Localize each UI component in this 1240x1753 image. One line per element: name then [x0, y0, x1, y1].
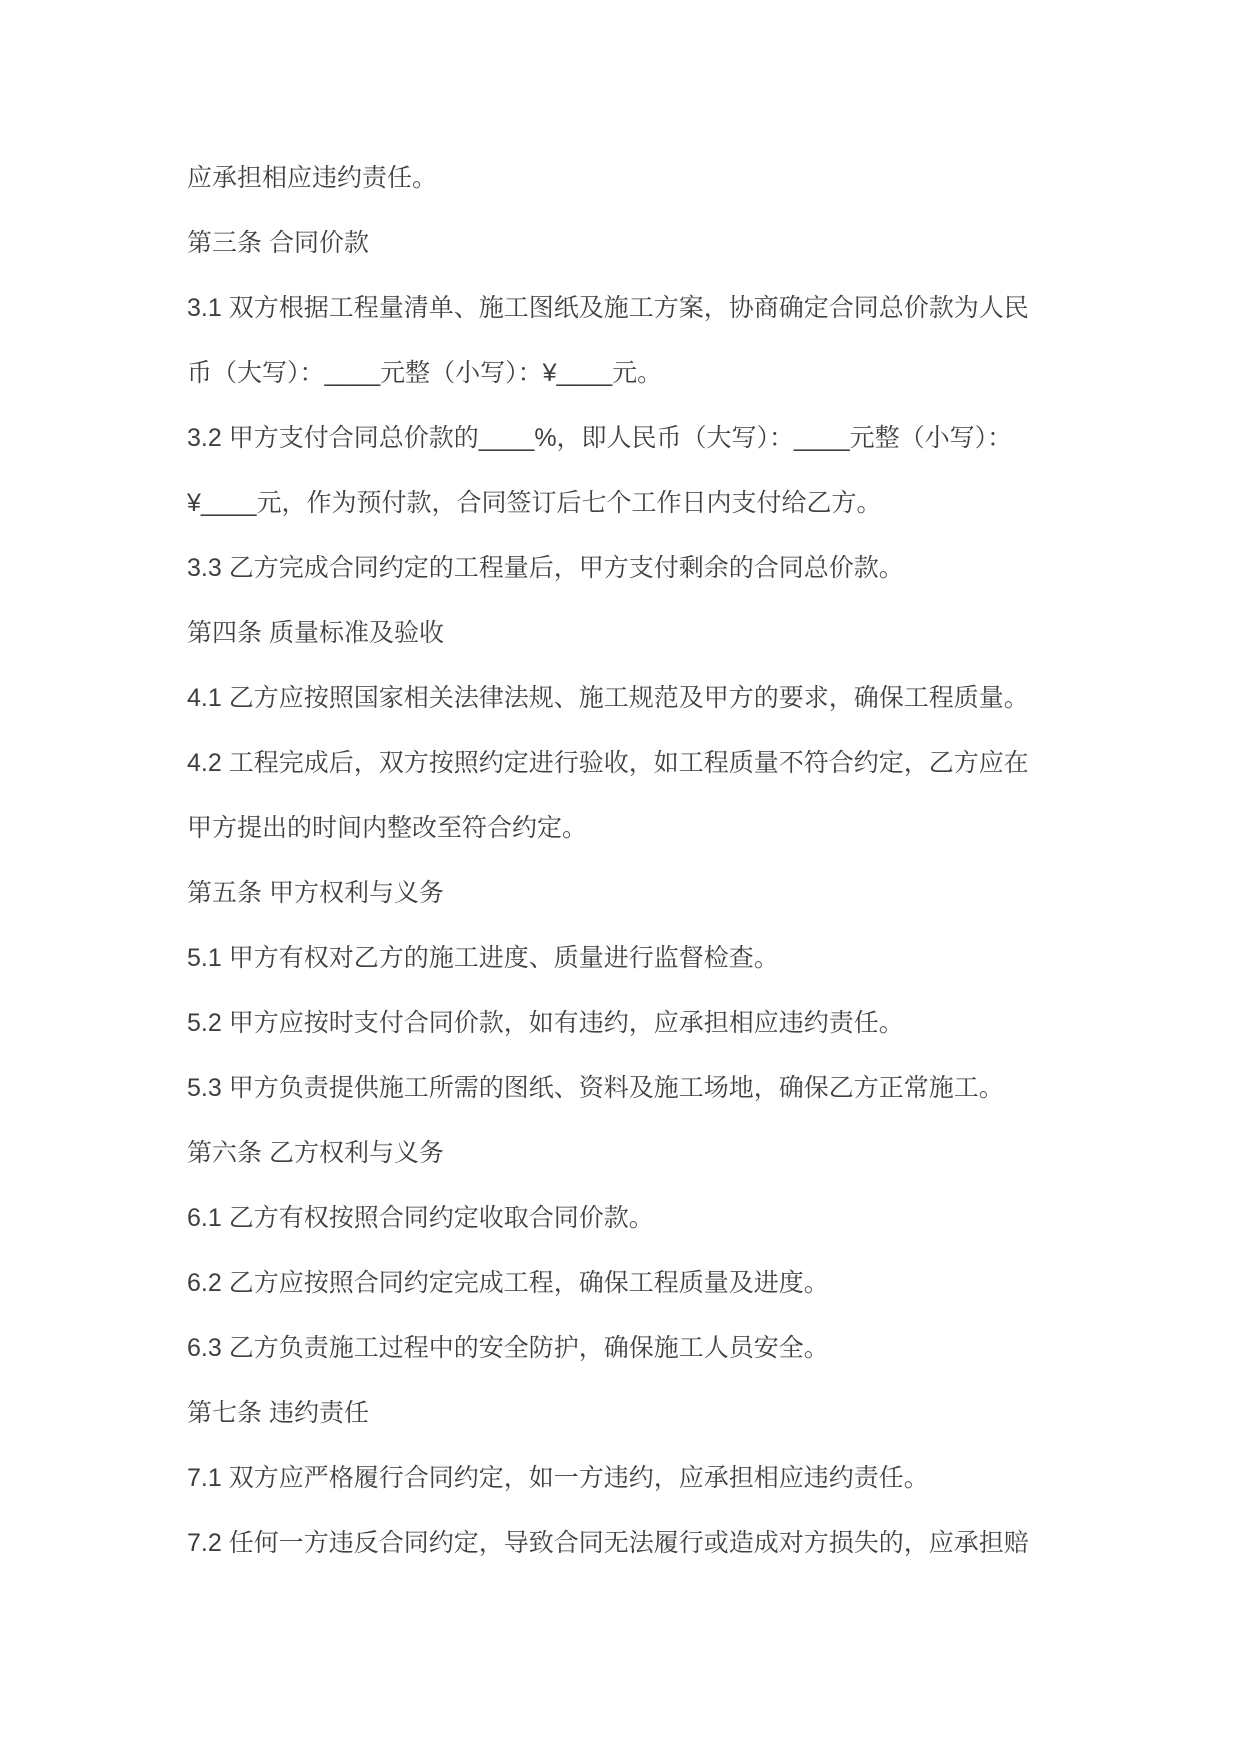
clause-4-2: 4.2 工程完成后，双方按照约定进行验收，如工程质量不符合约定，乙方应在	[187, 749, 1029, 777]
clause-4-1: 4.1 乙方应按照国家相关法律法规、施工规范及甲方的要求，确保工程质量。	[187, 684, 1029, 712]
clause-3-2: 3.2 甲方支付合同总价款的____%，即人民币（大写）：____元整（小写）：	[187, 424, 1013, 452]
article-6-heading: 第六条 乙方权利与义务	[187, 1139, 444, 1167]
contract-text-block	[187, 146, 1087, 1576]
clause-3-2-continued: ¥____元，作为预付款，合同签订后七个工作日内支付给乙方。	[187, 489, 882, 517]
article-5-heading: 第五条 甲方权利与义务	[187, 879, 444, 907]
clause-7-1: 7.1 双方应严格履行合同约定，如一方违约，应承担相应违约责任。	[187, 1464, 929, 1492]
clause-3-1-continued: 币（大写）：____元整（小写）：¥____元。	[187, 359, 663, 387]
clause-5-3: 5.3 甲方负责提供施工所需的图纸、资料及施工场地，确保乙方正常施工。	[187, 1074, 1004, 1102]
clause-3-3: 3.3 乙方完成合同约定的工程量后，甲方支付剩余的合同总价款。	[187, 554, 904, 582]
clause-7-2: 7.2 任何一方违反合同约定，导致合同无法履行或造成对方损失的，应承担赔	[187, 1529, 1029, 1557]
clause-3-1: 3.1 双方根据工程量清单、施工图纸及施工方案，协商确定合同总价款为人民	[187, 294, 1029, 322]
clause-5-2: 5.2 甲方应按时支付合同价款，如有违约，应承担相应违约责任。	[187, 1009, 904, 1037]
clause-2-continuation: 应承担相应违约责任。	[187, 164, 438, 192]
clause-6-2: 6.2 乙方应按照合同约定完成工程，确保工程质量及进度。	[187, 1269, 829, 1297]
article-3-heading: 第三条 合同价款	[187, 229, 369, 257]
clause-6-1: 6.1 乙方有权按照合同约定收取合同价款。	[187, 1204, 654, 1232]
clause-6-3: 6.3 乙方负责施工过程中的安全防护，确保施工人员安全。	[187, 1334, 829, 1362]
article-7-heading: 第七条 违约责任	[187, 1399, 369, 1427]
clause-4-2-continued: 甲方提出的时间内整改至符合约定。	[187, 814, 588, 842]
article-4-heading: 第四条 质量标准及验收	[187, 619, 444, 647]
clause-5-1: 5.1 甲方有权对乙方的施工进度、质量进行监督检查。	[187, 944, 779, 972]
